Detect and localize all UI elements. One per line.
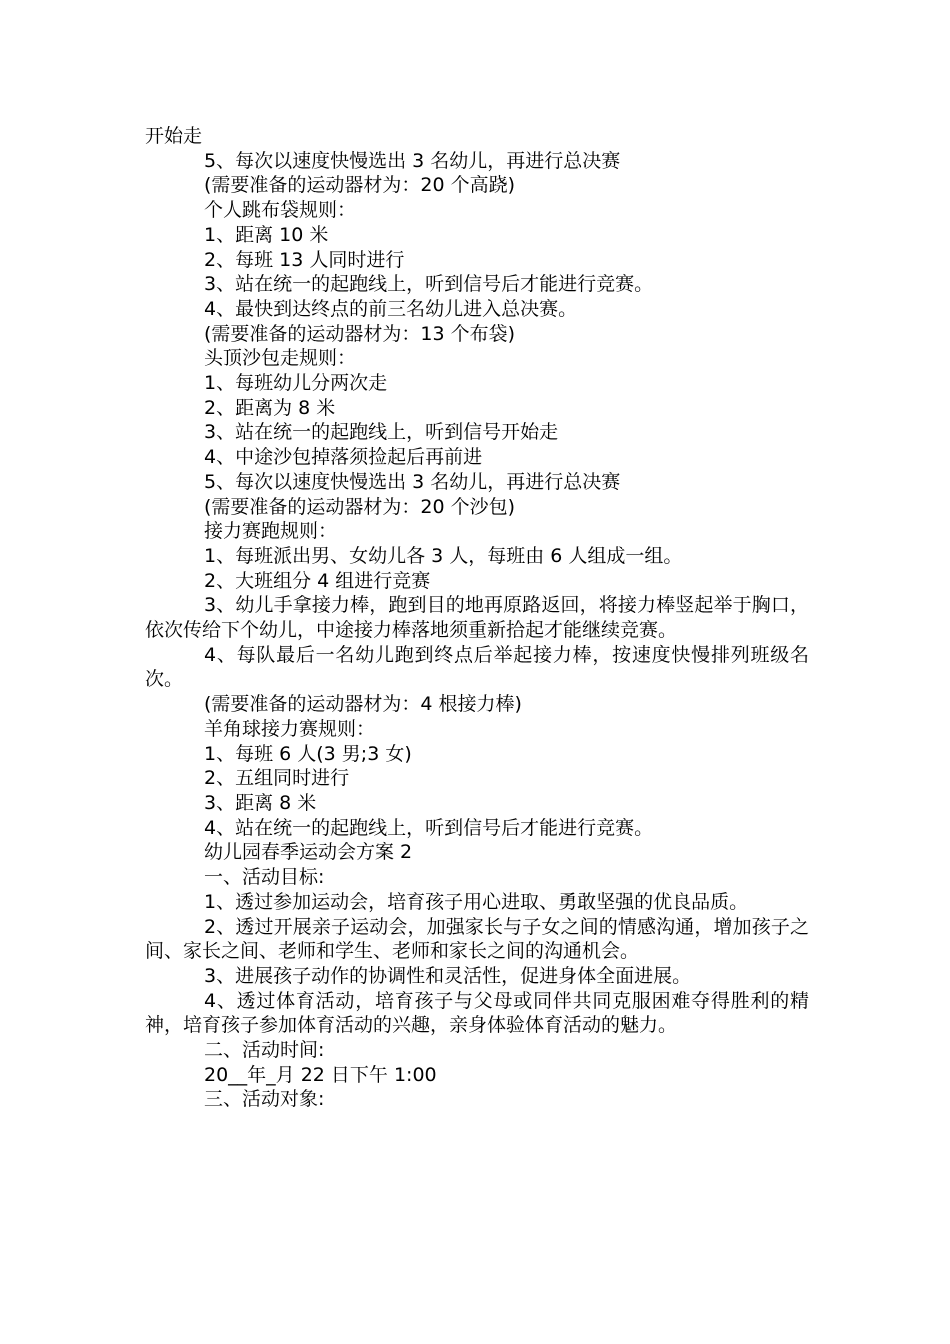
text-line: 1、距离 10 米 bbox=[204, 223, 329, 246]
text-line: 2、距离为 8 米 bbox=[204, 396, 336, 419]
text-line: 5、每次以速度快慢选出 3 名幼儿，再进行总决赛 bbox=[204, 149, 621, 172]
section-heading: 接力赛跑规则： bbox=[204, 520, 338, 543]
paragraph: 1、透过参加运动会，培育孩子用心进取、勇敢坚强的优良品质。 bbox=[204, 890, 749, 913]
document-page bbox=[145, 124, 809, 1112]
text-line: 3、站在统一的起跑线上，听到信号开始走 bbox=[204, 421, 559, 444]
section-heading: 一、活动目标: bbox=[204, 866, 325, 889]
text-line: 3、站在统一的起跑线上，听到信号后才能进行竞赛。 bbox=[204, 273, 654, 296]
text-line: 1、每班幼儿分两次走 bbox=[204, 372, 388, 395]
text-line: 5、每次以速度快慢选出 3 名幼儿，再进行总决赛 bbox=[204, 470, 621, 493]
paragraph: 3、进展孩子动作的协调性和灵活性，促进身体全面进展。 bbox=[204, 964, 692, 987]
document-title: 幼儿园春季运动会方案 2 bbox=[204, 841, 413, 864]
text-line: 2、每班 13 人同时进行 bbox=[204, 248, 405, 271]
text-line: 开始走 bbox=[145, 125, 203, 147]
paragraph: 2、透过开展亲子运动会，加强家长与子女之间的情感沟通，增加孩子之间、家长之间、老师和学生、老师和家长之间的沟通机会。 bbox=[145, 915, 809, 963]
text-line: (需要准备的运动器材为：20 个高跷) bbox=[204, 174, 516, 197]
paragraph: 4、透过体育活动，培育孩子与父母或同伴共同克服困难夺得胜利的精神，培育孩子参加体育活动的兴趣，亲身体验体育活动的魅力。 bbox=[145, 989, 809, 1037]
text-line: (需要准备的运动器材为：4 根接力棒) bbox=[204, 693, 522, 716]
text-line: 2、大班组分 4 组进行竞赛 bbox=[204, 569, 431, 592]
text-line: 1、每班 6 人(3 男;3 女) bbox=[204, 742, 412, 765]
section-heading: 头顶沙包走规则： bbox=[204, 347, 357, 370]
section-heading: 个人跳布袋规则： bbox=[204, 199, 357, 222]
paragraph: 4、每队最后一名幼儿跑到终点后举起接力棒，按速度快慢排列班级名次。 bbox=[145, 643, 809, 691]
text-line: 2、五组同时进行 bbox=[204, 767, 350, 790]
text-line: 1、每班派出男、女幼儿各 3 人，每班由 6 人组成一组。 bbox=[204, 544, 683, 567]
section-heading: 二、活动时间: bbox=[204, 1039, 325, 1062]
text-line: 4、中途沙包掉落须捡起后再前进 bbox=[204, 446, 483, 469]
section-heading: 三、活动对象: bbox=[204, 1088, 325, 1111]
text-line: 4、站在统一的起跑线上，听到信号后才能进行竞赛。 bbox=[204, 816, 654, 839]
text-line: 20__年_月 22 日下午 1:00 bbox=[204, 1063, 437, 1086]
text-line: 4、最快到达终点的前三名幼儿进入总决赛。 bbox=[204, 297, 578, 320]
paragraph: 3、幼儿手拿接力棒，跑到目的地再原路返回，将接力棒竖起举于胸口，依次传给下个幼儿，中途接力棒落地须重新拾起才能继续竞赛。 bbox=[145, 594, 809, 642]
text-line: 3、距离 8 米 bbox=[204, 791, 317, 814]
text-line: (需要准备的运动器材为：13 个布袋) bbox=[204, 322, 516, 345]
text-line: (需要准备的运动器材为：20 个沙包) bbox=[204, 495, 516, 518]
section-heading: 羊角球接力赛规则： bbox=[204, 717, 376, 740]
